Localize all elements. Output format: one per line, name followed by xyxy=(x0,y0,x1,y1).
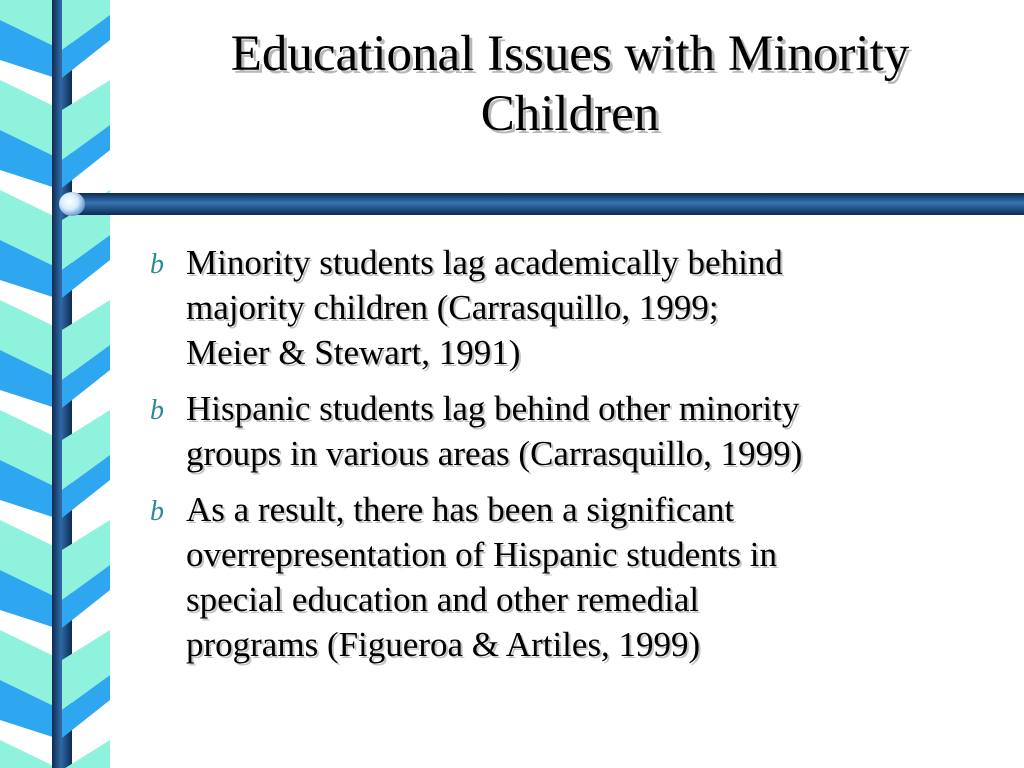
bullet-icon: b xyxy=(150,496,164,527)
bullet-text-line: majority children (Carrasquillo, 1999; xyxy=(186,288,719,327)
slide-title-line-1: Educational Issues with Minority xyxy=(230,26,910,82)
bullet-text-line: programs (Figueroa & Artiles, 1999) xyxy=(186,625,701,664)
bullet-text-line: special education and other remedial xyxy=(186,580,700,619)
title-divider-bar xyxy=(58,190,1024,218)
bullet-text-line: Meier & Stewart, 1991) xyxy=(186,333,521,372)
bullet-text-line: As a result, there has been a significant xyxy=(186,490,735,529)
bullet-text-line: Hispanic students lag behind other minority xyxy=(186,389,800,428)
divider-knob xyxy=(59,192,85,216)
bullet-text-line: groups in various areas (Carrasquillo, 1999) xyxy=(186,434,803,473)
bullet-item-2 xyxy=(146,386,1006,476)
bullet-item-1 xyxy=(146,240,1006,375)
bullet-text-line: overrepresentation of Hispanic students in xyxy=(186,535,777,574)
bullet-item-3 xyxy=(146,487,1006,667)
decorative-ribbon xyxy=(0,0,112,768)
slide-title-line-2: Children xyxy=(480,86,660,142)
bullet-icon: b xyxy=(150,395,164,426)
bullet-text-line: Minority students lag academically behind xyxy=(186,243,783,282)
slide-title xyxy=(130,24,1010,144)
bullet-icon: b xyxy=(150,249,164,280)
bullet-list xyxy=(146,240,1006,678)
